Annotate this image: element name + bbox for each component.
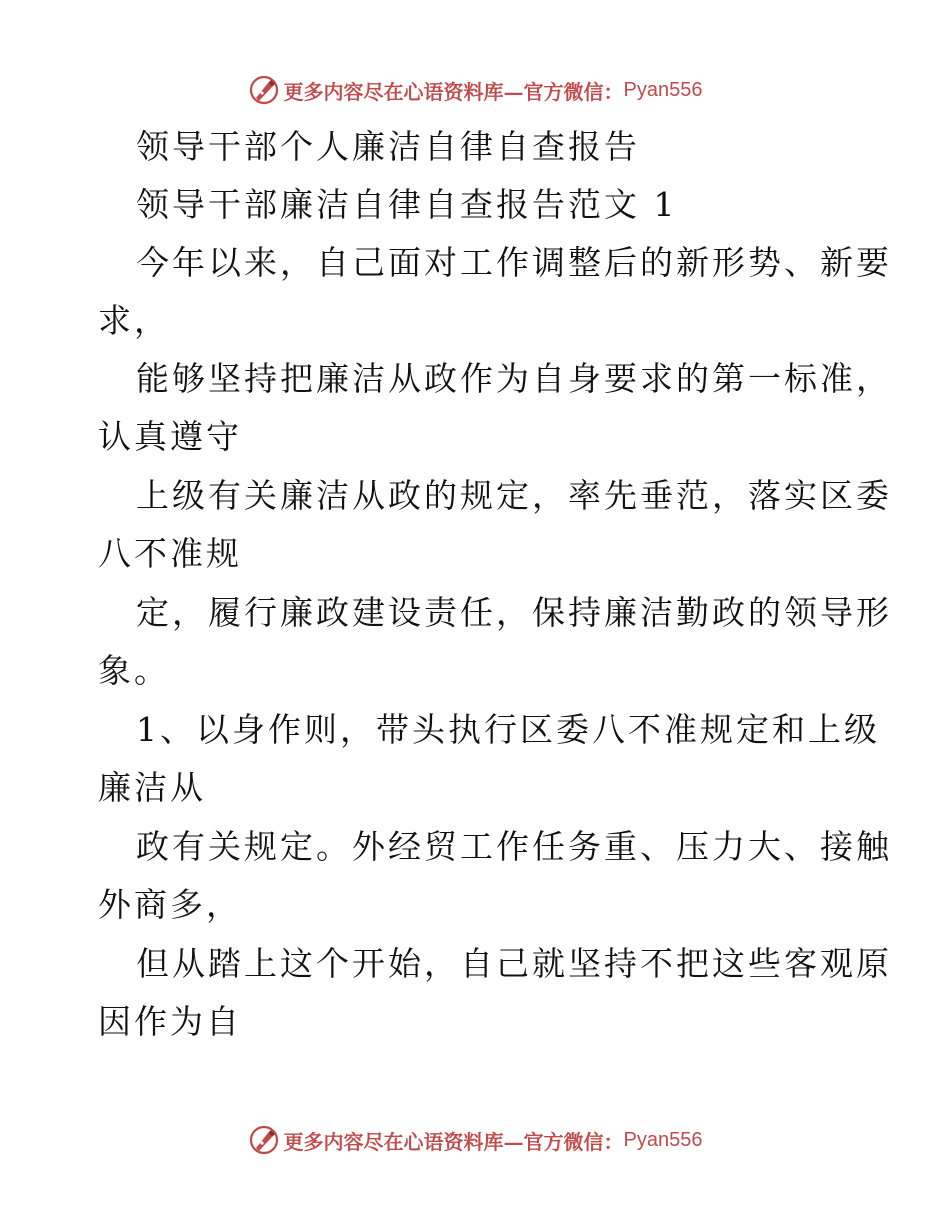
paragraph-line: 外商多，	[98, 885, 242, 924]
paragraph-line: 能够坚持把廉洁从政作为自身要求的第一标准，	[136, 359, 892, 398]
paragraph-line: 认真遵守	[98, 417, 242, 456]
paragraph-line: 定，履行廉政建设责任，保持廉洁勤政的领导形	[136, 593, 892, 632]
document-title: 领导干部个人廉洁自律自查报告	[136, 127, 640, 166]
paragraph-line: 象。	[98, 651, 170, 690]
banner-account: Pyan556	[623, 1128, 703, 1151]
paragraph-line: 1、以身作则，带头执行区委八不准规定和上级	[136, 710, 880, 749]
paragraph-line: 求，	[98, 301, 170, 340]
paragraph-line: 但从踏上这个开始，自己就坚持不把这些客观原	[136, 944, 892, 983]
banner-account: Pyan556	[623, 78, 703, 101]
paragraph-line: 八不准规	[98, 534, 242, 573]
fountain-pen-logo-icon	[248, 74, 280, 106]
banner-text: 更多内容尽在心语资料库—官方微信：	[283, 1129, 624, 1154]
header-banner	[0, 70, 950, 110]
paragraph-line: 廉洁从	[98, 768, 206, 807]
paragraph-line: 今年以来，自己面对工作调整后的新形势、新要	[136, 243, 892, 282]
footer-banner	[0, 1120, 950, 1160]
paragraph-line: 政有关规定。外经贸工作任务重、压力大、接触	[136, 827, 892, 866]
paragraph-line: 因作为自	[98, 1002, 242, 1041]
banner-text: 更多内容尽在心语资料库—官方微信：	[283, 79, 624, 104]
document-subtitle: 领导干部廉洁自律自查报告范文 1	[136, 185, 678, 224]
fountain-pen-logo-icon	[248, 1124, 280, 1156]
paragraph-line: 上级有关廉洁从政的规定，率先垂范，落实区委	[136, 476, 892, 515]
